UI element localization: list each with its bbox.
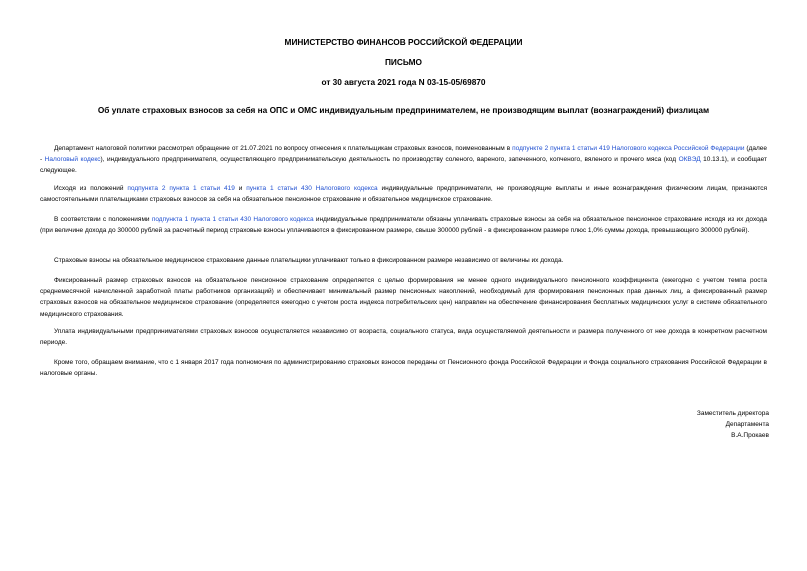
paragraph-4: Страховые взносы на обязательное медицинское страхование данные плательщики уплачивают только в фиксированном размере независимо от величины их дохода. bbox=[54, 257, 564, 264]
okved-link[interactable]: ОКВЭД bbox=[678, 156, 701, 164]
law-link[interactable]: пункта 1 статьи 430 Налогового кодекса bbox=[246, 185, 378, 192]
paragraph-text: Исходя из положений bbox=[54, 185, 128, 192]
paragraph-text: (далее - bbox=[40, 145, 768, 164]
signature-name: В.А.Прокаев bbox=[731, 432, 769, 440]
paragraph-1 bbox=[40, 143, 767, 177]
paragraph-6: Уплата индивидуальными предпринимателями страховых взносов осуществляется независимо от возраста, социального статуса, вида осуществляемой деятельности и размера полученного от нее дохода в конкретном расчетном периоде. bbox=[40, 328, 767, 347]
tax-code-link[interactable]: Налоговый кодекс bbox=[44, 156, 101, 164]
law-link[interactable]: подпункте 2 пункта 1 статьи 419 Налогового кодекса Российской Федерации bbox=[512, 145, 745, 152]
paragraph-text: 10.13.1), и сообщает следующее. bbox=[40, 156, 767, 175]
paragraph-text: Департамент налоговой политики рассмотрел обращение от 21.07.2021 по вопросу отнесения к плательщикам страховых взносов, поименованным в bbox=[54, 145, 513, 152]
paragraph-7: Кроме того, обращаем внимание, что с 1 января 2017 года полномочия по администрированию страховых взносов переданы от Пенсионного фонда Российской Федерации и Фонда социального страхования Российской Федерации в налоговые органы. bbox=[40, 359, 767, 378]
paragraph-2 bbox=[40, 183, 767, 205]
signature-position: Заместитель директора bbox=[696, 410, 769, 417]
paragraph-3 bbox=[40, 214, 767, 236]
law-link[interactable]: подпункта 1 пункта 1 статьи 430 Налогового кодекса bbox=[151, 216, 314, 223]
paragraph-text: ), индивидуального предпринимателя, осуществляющего предпринимательскую деятельность по производству соленого, вареного, запеченного, копченого, вяленого и прочего мяса (код bbox=[100, 156, 679, 164]
document-type: ПИСЬМО bbox=[384, 57, 423, 67]
paragraph-5: Фиксированный размер страховых взносов на обязательное пенсионное страхование определяется с целью формирования не менее одного индивидуального пенсионного коэффициента (ежегодно с учетом темпа роста среднемесячной начисленной заработной платы работников организаций) и обеспечивает минимальный размер пенсионных накоплений, необходимый для формирования пенсионных прав данных лиц, а фиксированный размер страховых взносов на обязательное медицинское страхование (определяется ежегодно с учетом роста индекса потребительских цен) направлен на обеспечение финансирования бесплатных медицинских услуг в системе обязательного медицинского страхования. bbox=[40, 277, 767, 318]
paragraph-text: В соответствии с положениями bbox=[54, 216, 152, 223]
ministry-heading: МИНИСТЕРСТВО ФИНАНСОВ РОССИЙСКОЙ ФЕДЕРАЦИИ bbox=[284, 37, 523, 47]
paragraph-text: индивидуальные предприниматели, не производящие выплаты и иные вознаграждения физическим лицам, признаются самостоятельными плательщиками страховых взносов за себя на обязательное пенсионное страхование и обязательное медицинское страхование. bbox=[40, 185, 767, 204]
paragraph-text: и bbox=[234, 185, 247, 192]
signature-block bbox=[697, 408, 769, 442]
signature-department: Департамента bbox=[725, 421, 769, 429]
paragraph-text: индивидуальные предприниматели обязаны уплачивать страховые взносы за себя на обязательное пенсионное страхование исходя из их дохода (при величине дохода до 300000 рублей за расчетный период страховые взносы уплачиваются в фиксированном размере, свыше 300000 рублей - в фиксированном размере плюс 1,0% суммы дохода, превышающего 300000 рублей). bbox=[40, 216, 768, 235]
document-date-number: от 30 августа 2021 года N 03-15-05/69870 bbox=[321, 77, 486, 87]
law-link[interactable]: подпункта 2 пункта 1 статьи 419 bbox=[127, 185, 235, 192]
document-subject: Об уплате страховых взносов за себя на ОПС и ОМС индивидуальным предпринимателем, не производящим выплат (вознаграждений) физлицам bbox=[97, 105, 710, 115]
